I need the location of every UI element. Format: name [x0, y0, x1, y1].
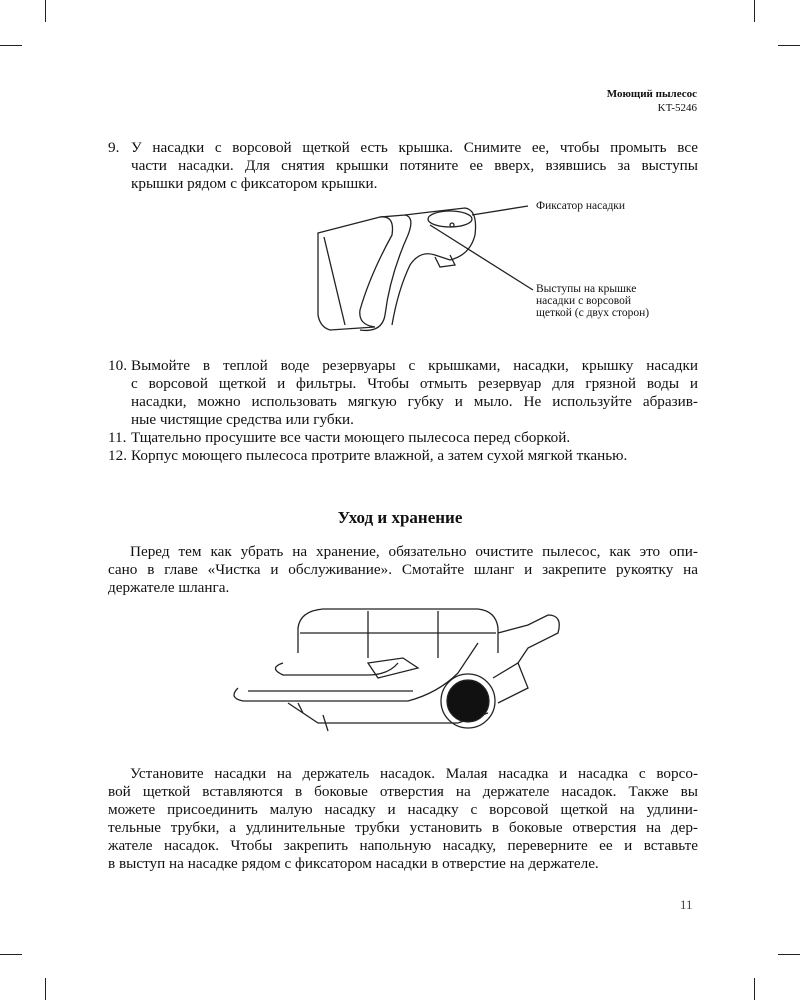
text-line: Установите насадки на держатель насадок. Малая насадка и насадка с ворсо- — [130, 765, 698, 782]
section-title: Уход и хранение — [337, 508, 463, 527]
label-line: насадки с ворсовой — [536, 295, 632, 307]
header-model: KT-5246 — [657, 102, 697, 114]
text-line: сано в главе «Чистка и обслуживание». Смотайте шланг и закрепите рукоятку на — [108, 561, 698, 578]
crop-mark — [778, 45, 800, 46]
label-tabs — [536, 283, 649, 319]
text-line: можете присоединить малую насадку и насадку с ворсовой щеткой на удлини- — [108, 801, 698, 818]
label-latch: Фиксатор насадки — [536, 200, 626, 212]
crop-mark — [0, 954, 22, 955]
text-line: тельные трубки, а удлинительные трубки установить в боковые отверстия на дер- — [108, 819, 698, 836]
list-item-9 — [108, 139, 698, 193]
text-line: ные чистящие средства или губки. — [131, 411, 354, 428]
text-line: с ворсовой щеткой и фильтры. Чтобы отмыть резервуар для грязной воды и — [131, 375, 698, 392]
list-item-12 — [108, 447, 698, 465]
text-line: вой щеткой вставляются в боковые отверстия на держателе насадок. Также вы — [108, 783, 698, 800]
text-line: крышки рядом с фиксатором крышки. — [131, 175, 378, 192]
label-line: щеткой (с двух сторон) — [536, 307, 650, 319]
attachments-paragraph — [108, 765, 698, 873]
header-title: Моющий пылесос — [606, 88, 697, 100]
text-line: Корпус моющего пылесоса протрите влажной, а затем сухой мягкой тканью. — [131, 447, 628, 464]
vacuum-storage-illustration — [228, 603, 568, 743]
item-number: 12. — [108, 447, 127, 464]
text-line: держателе шланга. — [108, 579, 230, 596]
text-line: части насадки. Для снятия крышки потяните ее вверх, взявшись за выступы — [131, 157, 698, 174]
text-line: Вымойте в теплой воде резервуары с крышками, насадки, крышку насадки — [131, 357, 698, 374]
list-item-11 — [108, 429, 698, 447]
text-line: жателе насадок. Чтобы закрепить напольную насадку, переверните ее и вставьте — [108, 837, 698, 854]
text-line: насадки, можно использовать мягкую губку и мыло. Не используйте абразив- — [131, 393, 698, 410]
crop-mark — [754, 0, 755, 22]
crop-mark — [0, 45, 22, 46]
storage-paragraph — [108, 543, 698, 597]
label-line: Выступы на крышке — [536, 283, 637, 295]
text-line: Перед тем как убрать на хранение, обязательно очистите пылесос, как это опи- — [130, 543, 698, 560]
text-line: Тщательно просушите все части моющего пылесоса перед сборкой. — [131, 429, 571, 446]
list-item-10 — [108, 357, 698, 429]
text-line: У насадки с ворсовой щеткой есть крышка. Снимите ее, чтобы промыть все — [131, 139, 698, 156]
crop-mark — [45, 978, 46, 1000]
text-line: в выступ на насадке рядом с фиксатором насадки в отверстие на держателе. — [108, 855, 599, 872]
running-header — [607, 87, 697, 115]
crop-mark — [778, 954, 800, 955]
crop-mark — [754, 978, 755, 1000]
crop-mark — [45, 0, 46, 22]
item-number: 10. — [108, 357, 127, 374]
item-number: 9. — [108, 139, 120, 156]
page-number: 11 — [680, 897, 693, 912]
item-number: 11. — [108, 429, 127, 446]
